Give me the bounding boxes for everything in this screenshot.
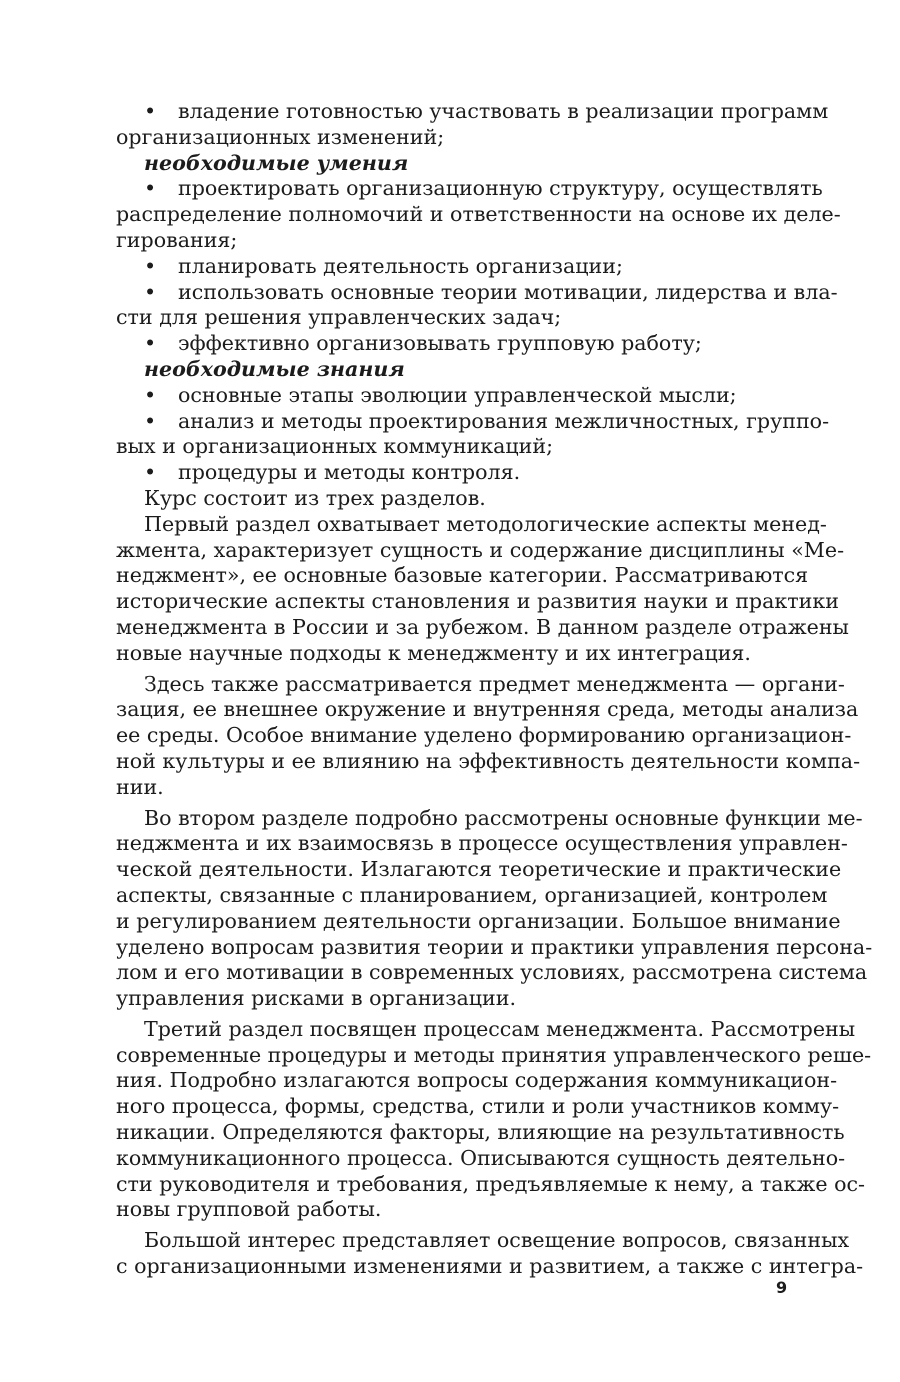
paragraph-line: ния. Подробно излагаются вопросы содержания коммуникацион- xyxy=(116,1068,838,1093)
bullet-line: • основные этапы эволюции управленческой мысли; xyxy=(116,383,786,409)
paragraph-line: никации. Определяются факторы, влияющие на результативность xyxy=(116,1120,845,1145)
bullet-line: • использовать основные теории мотивации, лидерства и вла- xyxy=(116,280,786,306)
paragraph-line: новы групповой работы. xyxy=(116,1197,382,1222)
paragraph-line: лом и его мотивации в современных условиях, рассмотрена система xyxy=(116,960,868,985)
paragraph-line: Первый раздел охватывает методологические аспекты менед- xyxy=(144,511,827,536)
paragraph-line: ческой деятельности. Излагаются теоретические и практические xyxy=(116,857,842,882)
paragraph-line: зация, ее внешнее окружение и внутренняя среда, методы анализа xyxy=(116,697,859,722)
paragraph-line: управления рисками в организации. xyxy=(116,986,517,1011)
text-line: гирования; xyxy=(116,227,238,252)
paragraph-line: с организационными изменениями и развитием, а также с интегра- xyxy=(116,1254,864,1279)
paragraph-line: нии. xyxy=(116,774,164,799)
text-line: вых и организационных коммуникаций; xyxy=(116,434,554,459)
text-line: Курс состоит из трех разделов. xyxy=(144,485,486,510)
paragraph-line: неджмента и их взаимосвязь в процессе осуществления управлен- xyxy=(116,831,848,856)
paragraph-line: ной культуры и ее влиянию на эффективность деятельности компа- xyxy=(116,748,861,773)
text-line: организационных изменений; xyxy=(116,124,445,149)
paragraph-line: современные процедуры и методы принятия управленческого реше- xyxy=(116,1042,872,1067)
paragraph-line: Большой интерес представляет освещение вопросов, связанных xyxy=(144,1228,850,1253)
paragraph-line: новые научные подходы к менеджменту и их интеграция. xyxy=(116,640,751,665)
paragraph-line: аспекты, связанные с планированием, организацией, контролем xyxy=(116,882,828,907)
bullet-line: • планировать деятельность организации; xyxy=(116,254,786,280)
text-line: распределение полномочий и ответственности на основе их деле- xyxy=(116,202,841,227)
bullet-line: • проектировать организационную структуру, осуществлять xyxy=(116,176,786,202)
paragraph-line: Во втором разделе подробно рассмотрены основные функции ме- xyxy=(144,805,863,830)
paragraph-line: Третий раздел посвящен процессам менеджмента. Рассмотрены xyxy=(144,1016,856,1041)
page-number: 9 xyxy=(776,1278,788,1297)
paragraph-line: ее среды. Особое внимание уделено формированию организацион- xyxy=(116,723,852,748)
section-heading: необходимые знания xyxy=(144,356,405,381)
paragraph-line: менеджмента в России и за рубежом. В данном разделе отражены xyxy=(116,614,849,639)
paragraph-line: и регулированием деятельности организации. Большое внимание xyxy=(116,908,841,933)
page-body xyxy=(116,99,873,1280)
paragraph-line: ного процесса, формы, средства, стили и роли участников комму- xyxy=(116,1094,840,1119)
paragraph-line: уделено вопросам развития теории и практики управления персона- xyxy=(116,934,873,959)
paragraph-line: коммуникационного процесса. Описываются сущность деятельно- xyxy=(116,1145,846,1170)
paragraph-line: исторические аспекты становления и развития науки и практики xyxy=(116,589,839,614)
bullet-line: • анализ и методы проектирования межличностных, группо- xyxy=(116,409,786,435)
bullet-line: • владение готовностью участвовать в реализации программ xyxy=(116,99,786,125)
paragraph-line: Здесь также рассматривается предмет менеджмента — органи- xyxy=(144,671,845,696)
paragraph-line: жмента, характеризует сущность и содержание дисциплины «Ме- xyxy=(116,537,845,562)
text-line: сти для решения управленческих задач; xyxy=(116,305,562,330)
paragraph-line: сти руководителя и требования, предъявляемые к нему, а также ос- xyxy=(116,1171,865,1196)
section-heading: необходимые умения xyxy=(144,150,409,175)
bullet-line: • процедуры и методы контроля. xyxy=(116,460,786,486)
paragraph-line: неджмент», ее основные базовые категории. Рассматриваются xyxy=(116,563,809,588)
bullet-line: • эффективно организовывать групповую работу; xyxy=(116,331,786,357)
